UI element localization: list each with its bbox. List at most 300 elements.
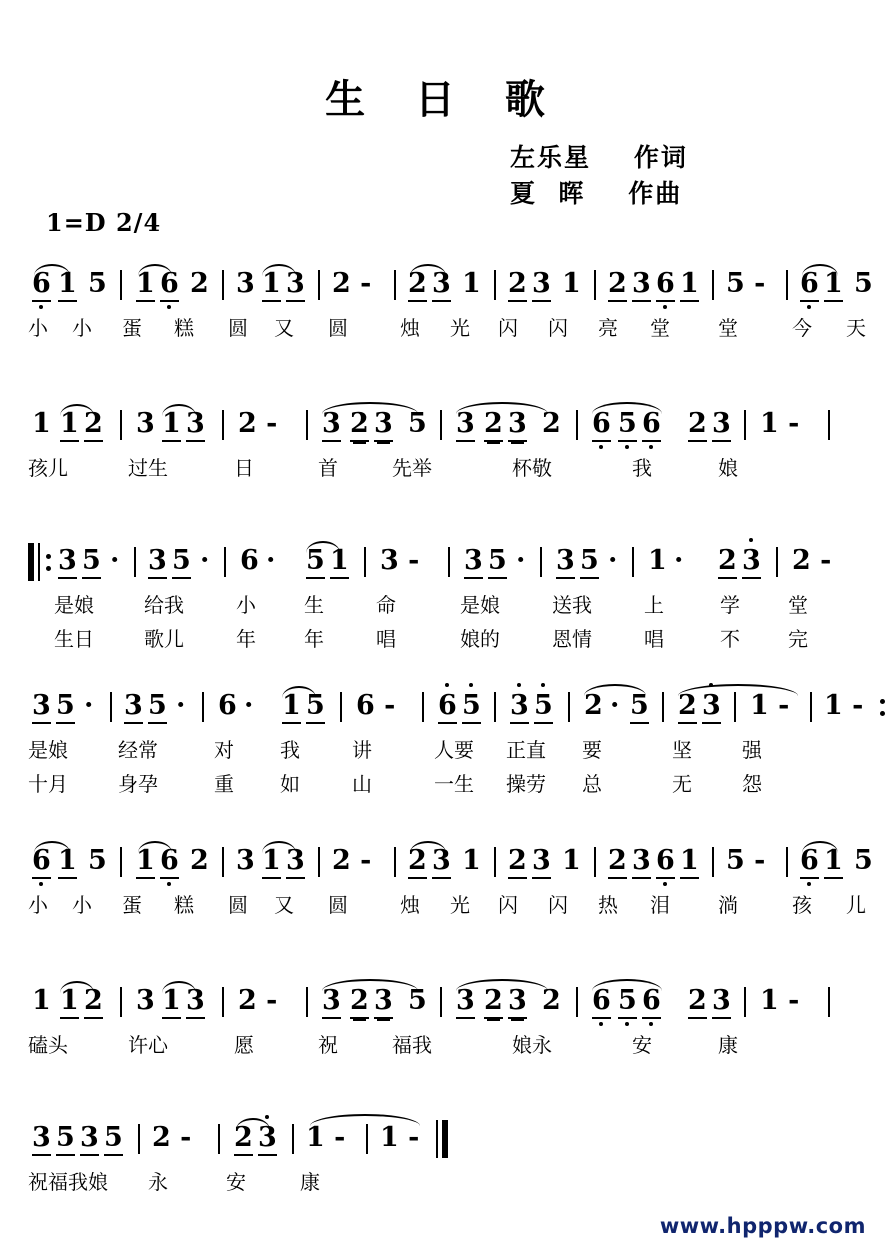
note: 5 — [56, 1122, 75, 1156]
note: 5 — [306, 690, 325, 724]
note: 1 — [262, 268, 281, 302]
note: 5 — [618, 985, 637, 1019]
note: 1 — [262, 845, 281, 879]
lyrics-row-7 — [28, 1166, 868, 1200]
lyric-syllable: 怨 — [742, 772, 762, 796]
lyric-syllable: 如 — [280, 772, 300, 796]
barline — [120, 847, 122, 877]
lyric-syllable: 烛 — [400, 316, 420, 340]
barline — [786, 270, 788, 300]
lyric-syllable: 一生 — [434, 772, 474, 796]
note: 1 — [680, 268, 699, 302]
page-title: 生 日 歌 — [325, 76, 563, 123]
note: 2 — [688, 985, 707, 1019]
note: 3 - — [380, 545, 420, 576]
note: 3 — [236, 268, 255, 299]
system-2 — [28, 408, 868, 486]
note: 1 — [60, 985, 79, 1019]
barline — [340, 692, 342, 722]
lyrics-row-3-verse2 — [28, 623, 868, 657]
note: 6 — [32, 268, 51, 302]
lyric-syllable: 学 — [720, 593, 740, 617]
dot-duration: · — [266, 545, 276, 576]
lyric-syllable: 福我 — [392, 1033, 432, 1057]
note: 1 — [462, 268, 481, 299]
note: 5 — [172, 545, 191, 579]
note: 6 — [160, 268, 179, 302]
note: 3 — [32, 690, 51, 724]
lyric-syllable: 我 — [632, 456, 652, 480]
note: 2 — [584, 690, 603, 721]
lyric-syllable: 重 — [214, 772, 234, 796]
note: 1 - — [760, 408, 800, 439]
barline — [632, 547, 634, 577]
note: 3 — [286, 268, 305, 302]
note: 2 — [350, 985, 369, 1019]
barline — [568, 692, 570, 722]
note: 2 — [608, 268, 627, 302]
barline — [110, 692, 112, 722]
note: 3 — [186, 408, 205, 442]
lyric-syllable: 糕 — [174, 893, 194, 917]
note: 3 — [532, 268, 551, 302]
lyric-syllable: 人要 — [434, 738, 474, 762]
lyric-syllable: 糕 — [174, 316, 194, 340]
lyric-syllable: 强 — [742, 738, 762, 762]
lyric-syllable: 娘的 — [460, 627, 500, 651]
barline — [222, 847, 224, 877]
barline — [306, 987, 308, 1017]
lyrics-row-5 — [28, 889, 868, 923]
lyric-syllable: 送我 — [552, 593, 592, 617]
dot-duration: · — [244, 690, 254, 721]
lyric-syllable: 永 — [148, 1170, 168, 1194]
note: 5 - — [726, 268, 766, 299]
note: 2 - — [238, 408, 278, 439]
lyric-syllable: 日 — [234, 456, 254, 480]
lyric-syllable: 康 — [718, 1033, 738, 1057]
lyric-syllable: 操劳 — [506, 772, 546, 796]
note: 1 — [824, 845, 843, 879]
note: 3 — [556, 545, 575, 579]
note: 3 — [32, 1122, 51, 1156]
barline — [712, 847, 714, 877]
barline — [662, 692, 664, 722]
lyric-syllable: 圆 — [228, 316, 248, 340]
note: 3 — [236, 845, 255, 876]
note: 6 — [642, 408, 661, 442]
lyric-syllable: 堂 — [650, 316, 670, 340]
barline — [134, 547, 136, 577]
note: 6 — [240, 545, 259, 576]
barline — [744, 987, 746, 1017]
note: 1 — [162, 408, 181, 442]
note: 1 — [162, 985, 181, 1019]
system-3 — [28, 545, 868, 657]
lyric-syllable: 祝 — [318, 1033, 338, 1057]
lyric-syllable: 年 — [236, 627, 256, 651]
lyric-syllable: 儿 — [846, 893, 866, 917]
lyric-syllable: 光 — [450, 893, 470, 917]
note: 3 — [286, 845, 305, 879]
lyrics-row-6 — [28, 1029, 868, 1063]
note: 3 — [322, 408, 341, 442]
barline — [394, 270, 396, 300]
note: 2 — [234, 1122, 253, 1156]
note: 1 — [462, 845, 481, 876]
lyrics-row-4-verse1 — [28, 734, 868, 768]
repeat-start-barline — [28, 543, 52, 581]
note: 3 — [432, 268, 451, 302]
lyric-syllable: 歌儿 — [144, 627, 184, 651]
note: 6 — [32, 845, 51, 879]
dot-duration: · — [516, 545, 526, 576]
barline — [394, 847, 396, 877]
note: 3 — [374, 985, 393, 1019]
note: 1 — [58, 845, 77, 879]
lyric-syllable: 圆 — [228, 893, 248, 917]
note: 1 — [282, 690, 301, 724]
lyric-syllable: 烛 — [400, 893, 420, 917]
note: 3 — [532, 845, 551, 879]
barline — [744, 410, 746, 440]
note: 3 — [258, 1122, 277, 1156]
notes-row-2 — [28, 408, 868, 452]
lyric-syllable: 许心 — [128, 1033, 168, 1057]
note: 3 — [374, 408, 393, 442]
note: 3 — [322, 985, 341, 1019]
note: 2 — [542, 985, 561, 1016]
note: 3 — [712, 985, 731, 1019]
lyric-syllable: 要 — [582, 738, 602, 762]
note: 5 — [88, 268, 107, 299]
note: 6 — [656, 845, 675, 879]
barline — [712, 270, 714, 300]
note: 1 - — [760, 985, 800, 1016]
lyric-syllable: 堂 — [718, 316, 738, 340]
note: 5 — [104, 1122, 123, 1156]
barline — [202, 692, 204, 722]
note: 2 - — [332, 268, 372, 299]
barline — [364, 547, 366, 577]
lyric-syllable: 孩儿 — [28, 456, 68, 480]
lyric-syllable: 身孕 — [118, 772, 158, 796]
lyric-syllable: 闪 — [548, 893, 568, 917]
barline — [576, 987, 578, 1017]
lyric-syllable: 不 — [720, 627, 740, 651]
final-barline — [436, 1120, 452, 1158]
note: 2 — [678, 690, 697, 724]
lyric-syllable: 孩 — [792, 893, 812, 917]
barline — [120, 270, 122, 300]
system-7 — [28, 1122, 868, 1200]
note: 3 — [58, 545, 77, 579]
barline — [224, 547, 226, 577]
lyric-syllable: 十月 — [28, 772, 68, 796]
note: 3 — [702, 690, 721, 724]
lyric-syllable: 愿 — [234, 1033, 254, 1057]
note: 6 — [800, 845, 819, 879]
note: 2 — [508, 845, 527, 879]
note: 1 — [330, 545, 349, 579]
note: 2 - — [792, 545, 832, 576]
lyric-syllable: 蛋 — [122, 316, 142, 340]
note: 1 — [136, 845, 155, 879]
lyric-syllable: 蛋 — [122, 893, 142, 917]
barline — [440, 410, 442, 440]
barline — [222, 410, 224, 440]
barline — [494, 847, 496, 877]
barline — [306, 410, 308, 440]
barline — [776, 547, 778, 577]
barline — [120, 987, 122, 1017]
note: 5 — [488, 545, 507, 579]
lyric-syllable: 对 — [214, 738, 234, 762]
barline — [786, 847, 788, 877]
lyric-syllable: 小 — [236, 593, 256, 617]
lyric-syllable: 又 — [274, 893, 294, 917]
note: 2 — [508, 268, 527, 302]
note: 3 — [508, 985, 527, 1019]
notes-row-4 — [28, 690, 868, 734]
note: 6 — [160, 845, 179, 879]
note: 2 — [542, 408, 561, 439]
lyric-syllable: 是娘 — [460, 593, 500, 617]
note: 1 — [562, 268, 581, 299]
dot-duration: · — [200, 545, 210, 576]
dot-duration: · — [608, 545, 618, 576]
note: 3 — [186, 985, 205, 1019]
note: 2 - — [332, 845, 372, 876]
note: 3 — [464, 545, 483, 579]
system-5 — [28, 845, 873, 923]
note: 6 - — [356, 690, 396, 721]
note: 3 — [136, 408, 155, 439]
note: 3 — [632, 268, 651, 302]
notes-row-3 — [28, 545, 868, 589]
note: 5 — [462, 690, 481, 724]
note: 3 — [136, 985, 155, 1016]
barline — [120, 410, 122, 440]
note: 6 — [218, 690, 237, 721]
lyric-syllable: 小 — [72, 893, 92, 917]
system-6 — [28, 985, 868, 1063]
note: 6 — [642, 985, 661, 1019]
lyric-syllable: 生日 — [54, 627, 94, 651]
note: 1 — [32, 408, 51, 439]
barline — [422, 692, 424, 722]
barline — [540, 547, 542, 577]
lyric-syllable: 正直 — [506, 738, 546, 762]
note: 5 — [56, 690, 75, 724]
note: 1 — [680, 845, 699, 879]
barline — [318, 270, 320, 300]
note: 6 — [592, 408, 611, 442]
lyric-syllable: 唱 — [376, 627, 396, 651]
lyric-syllable: 亮 — [598, 316, 618, 340]
note: 2 — [408, 845, 427, 879]
note: 3 — [148, 545, 167, 579]
barline — [366, 1124, 368, 1154]
note: 3 — [432, 845, 451, 879]
lyric-syllable: 闪 — [498, 893, 518, 917]
lyric-syllable: 热 — [598, 893, 618, 917]
dot-duration: · — [674, 545, 684, 576]
lyric-syllable: 是娘 — [54, 593, 94, 617]
note: 1 - — [750, 690, 790, 721]
lyric-syllable: 命 — [376, 593, 396, 617]
lyric-syllable: 闪 — [498, 316, 518, 340]
lyric-syllable: 又 — [274, 316, 294, 340]
lyric-syllable: 讲 — [352, 738, 372, 762]
note: 5 — [854, 268, 873, 299]
note: 6 — [656, 268, 675, 302]
note: 2 — [688, 408, 707, 442]
lyric-syllable: 小 — [28, 893, 48, 917]
note: 5 — [630, 690, 649, 724]
lyric-syllable: 杯敬 — [512, 456, 552, 480]
lyric-syllable: 给我 — [144, 593, 184, 617]
note: 3 — [124, 690, 143, 724]
barline — [318, 847, 320, 877]
notes-row-7 — [28, 1122, 868, 1166]
barline — [440, 987, 442, 1017]
note: 5 — [618, 408, 637, 442]
note: 5 — [580, 545, 599, 579]
lyric-syllable: 完 — [788, 627, 808, 651]
lyric-syllable: 年 — [304, 627, 324, 651]
lyric-syllable: 山 — [352, 772, 372, 796]
barline — [594, 847, 596, 877]
lyricist-credit: 左乐星 作词 — [510, 143, 688, 172]
barline — [494, 692, 496, 722]
lyric-syllable: 娘永 — [512, 1033, 552, 1057]
barline — [448, 547, 450, 577]
lyrics-row-1 — [28, 312, 868, 346]
barline — [810, 692, 812, 722]
note: 2 — [84, 985, 103, 1019]
note: 5 — [854, 845, 873, 876]
barline — [576, 410, 578, 440]
dot-duration: · — [610, 690, 620, 721]
lyric-syllable: 生 — [304, 593, 324, 617]
composer-credit: 夏 晖 作曲 — [510, 179, 683, 208]
lyric-syllable: 祝福我娘 — [28, 1170, 108, 1194]
note: 1 — [58, 268, 77, 302]
lyric-syllable: 圆 — [328, 893, 348, 917]
note: 2 — [718, 545, 737, 579]
barline — [828, 410, 830, 440]
lyric-syllable: 安 — [632, 1033, 652, 1057]
note: 2 — [484, 408, 503, 442]
barline — [594, 270, 596, 300]
lyric-syllable: 上 — [644, 593, 664, 617]
lyric-syllable: 首 — [318, 456, 338, 480]
lyric-syllable: 小 — [28, 316, 48, 340]
note: 2 — [190, 845, 209, 876]
lyric-syllable: 小 — [72, 316, 92, 340]
lyric-syllable: 娘 — [718, 456, 738, 480]
note: 1 - — [380, 1122, 420, 1153]
note: 5 - — [726, 845, 766, 876]
note: 5 — [88, 845, 107, 876]
notes-row-6 — [28, 985, 868, 1029]
note: 3 — [80, 1122, 99, 1156]
lyrics-row-4-verse2 — [28, 768, 868, 802]
note: 6 — [592, 985, 611, 1019]
note: 1 — [136, 268, 155, 302]
note: 2 - — [152, 1122, 192, 1153]
lyric-syllable: 经常 — [118, 738, 158, 762]
note: 5 — [148, 690, 167, 724]
note: 2 — [84, 408, 103, 442]
note: 3 — [632, 845, 651, 879]
note: 2 - — [238, 985, 278, 1016]
lyrics-row-3-verse1 — [28, 589, 868, 623]
note: 1 — [562, 845, 581, 876]
note: 3 — [712, 408, 731, 442]
barline — [222, 987, 224, 1017]
dot-duration: · — [110, 545, 120, 576]
dot-duration: · — [176, 690, 186, 721]
note: 2 — [608, 845, 627, 879]
note: 5 — [408, 985, 427, 1016]
lyric-syllable: 无 — [672, 772, 692, 796]
note: 1 — [60, 408, 79, 442]
note: 5 — [534, 690, 553, 724]
lyric-syllable: 我 — [280, 738, 300, 762]
note: 5 — [82, 545, 101, 579]
lyric-syllable: 是娘 — [28, 738, 68, 762]
barline — [494, 270, 496, 300]
note: 1 - — [824, 690, 864, 721]
note: 2 — [350, 408, 369, 442]
barline — [292, 1124, 294, 1154]
note: 3 — [510, 690, 529, 724]
note: 2 — [408, 268, 427, 302]
dot-duration: · — [84, 690, 94, 721]
note: 3 — [456, 985, 475, 1019]
lyric-syllable: 先举 — [392, 456, 432, 480]
notes-row-1 — [28, 268, 873, 312]
note: 3 — [742, 545, 761, 579]
note: 5 — [408, 408, 427, 439]
lyric-syllable: 坚 — [672, 738, 692, 762]
lyric-syllable: 磕头 — [28, 1033, 68, 1057]
lyric-syllable: 安 — [226, 1170, 246, 1194]
note: 1 - — [306, 1122, 346, 1153]
lyric-syllable: 今 — [792, 316, 812, 340]
key-signature: 1=D 2/4 — [46, 208, 162, 237]
credits — [510, 140, 688, 212]
lyric-syllable: 唱 — [644, 627, 664, 651]
system-4 — [28, 690, 868, 802]
lyric-syllable: 天 — [846, 316, 866, 340]
note: 3 — [456, 408, 475, 442]
barline — [218, 1124, 220, 1154]
lyric-syllable: 光 — [450, 316, 470, 340]
barline — [222, 270, 224, 300]
watermark: www.hpppw.com — [659, 1214, 866, 1238]
lyrics-row-2 — [28, 452, 868, 486]
lyric-syllable: 总 — [582, 772, 602, 796]
barline — [734, 692, 736, 722]
repeat-end-barline — [880, 688, 888, 726]
lyric-syllable: 恩情 — [552, 627, 592, 651]
note: 2 — [484, 985, 503, 1019]
lyric-syllable: 过生 — [128, 456, 168, 480]
note: 1 — [648, 545, 667, 576]
